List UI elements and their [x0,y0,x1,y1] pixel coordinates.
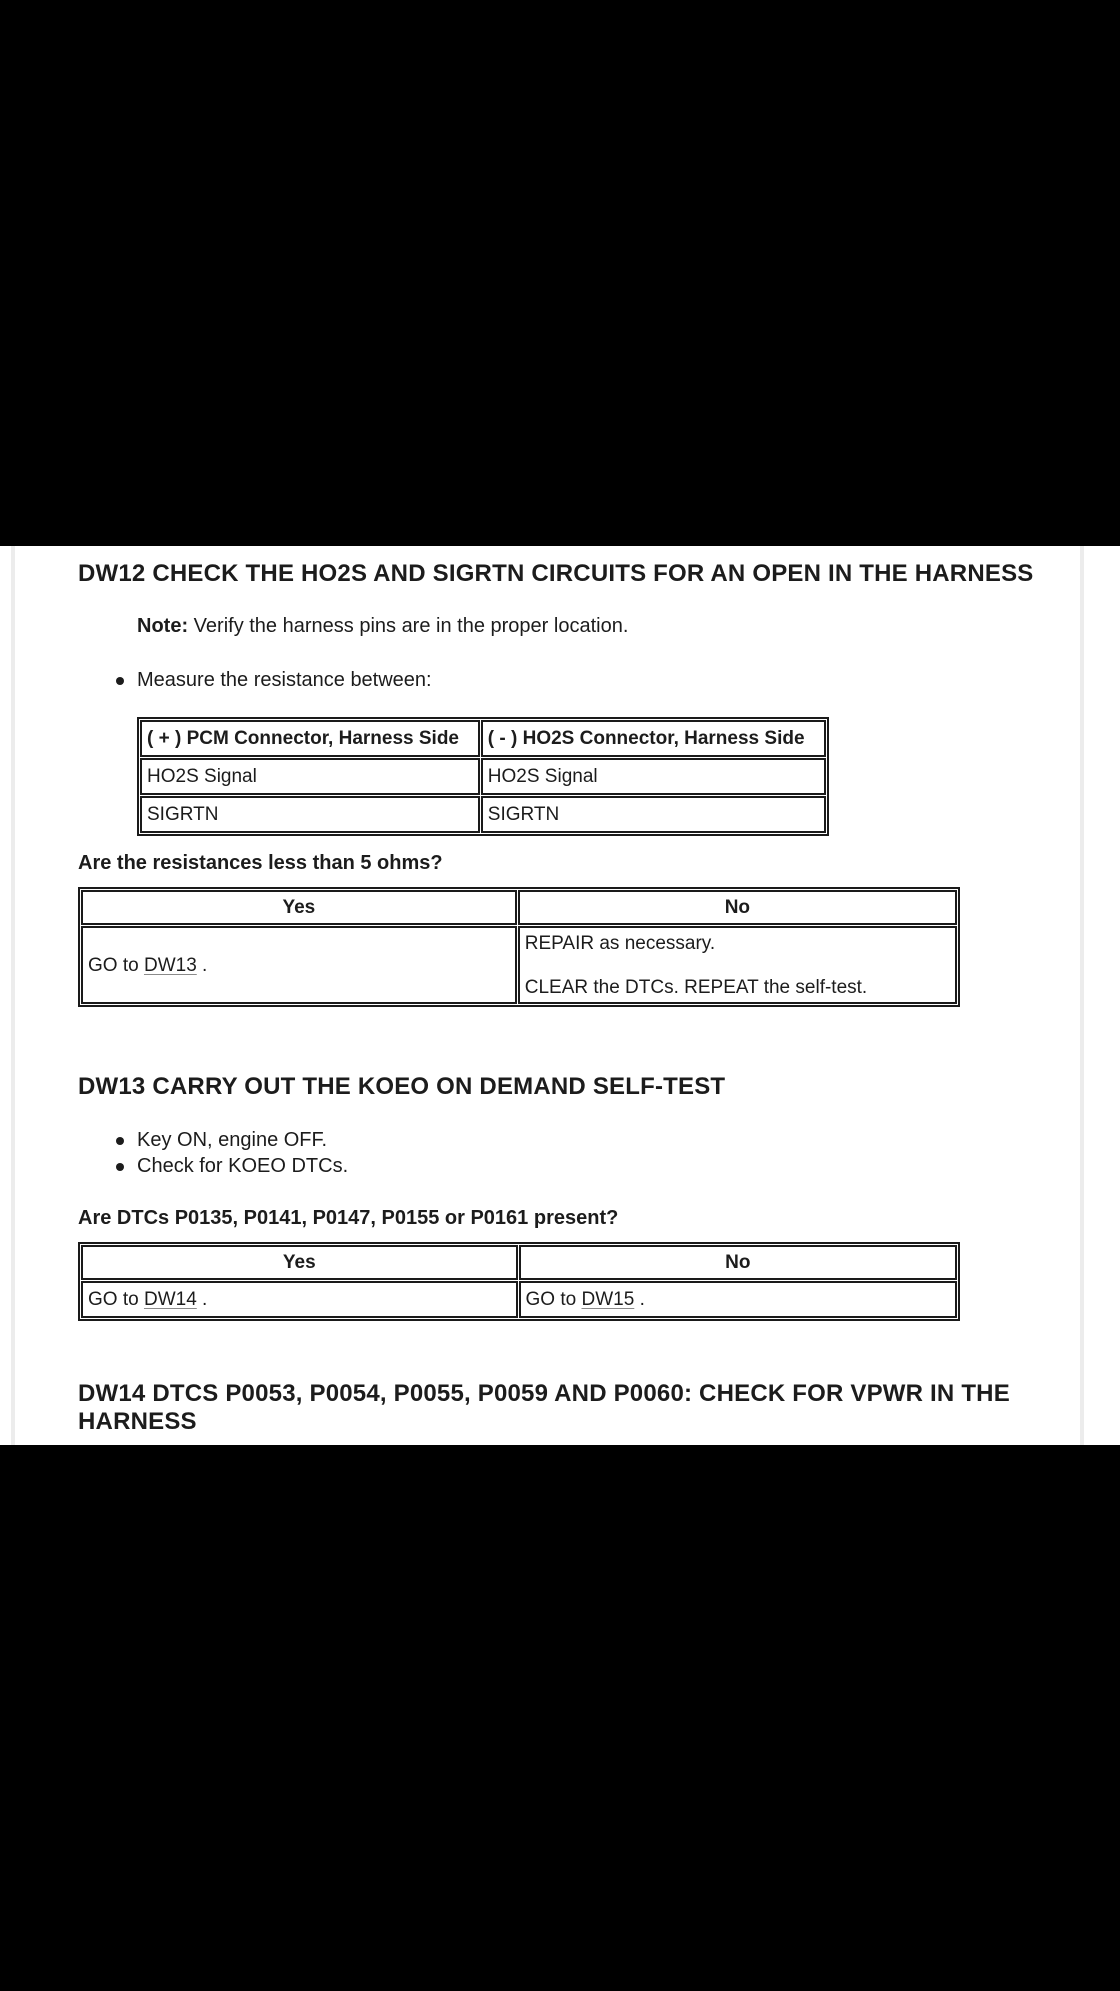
dw14-heading: DW14 DTCS P0053, P0054, P0055, P0059 AND P0060: CHECK FOR VPWR IN THE HARNESS [78,1380,1010,1435]
note-label: Note: [137,615,189,637]
page-edge-left-line [11,546,15,1445]
link-dw14[interactable]: DW14 [143,1289,197,1310]
pin-cell: HO2S Signal [481,758,826,795]
dw12-note [137,614,628,639]
bullet-icon [116,1137,124,1145]
note-text: Verify the harness pins are in the proper location. [193,615,629,637]
dw13-bullet-item [78,1128,978,1153]
pin-cell: SIGRTN [481,796,826,833]
pin-table-header-pcm: ( + ) PCM Connector, Harness Side [140,720,480,757]
decision-body-row [81,1281,957,1318]
period-text: . [639,1289,645,1310]
decision-header-row [81,890,957,925]
go-to-text: GO to [88,954,139,976]
period-text: . [202,954,208,976]
no-cell-line: CLEAR the DTCs. REPEAT the self-test. [524,976,868,998]
dw12-no-cell [518,926,957,1004]
dw13-bullet-list [78,1128,978,1180]
yes-header-cell: Yes [81,1245,518,1280]
bullet-icon [116,1163,124,1171]
no-header-cell: No [518,890,957,925]
dw12-bullet-text: Measure the resistance between: [137,669,432,691]
letterbox-top [0,0,1120,546]
pin-cell: HO2S Signal [140,758,480,795]
no-cell-line: REPAIR as necessary. [524,932,716,954]
decision-header-row [81,1245,957,1280]
dw13-bullet-text: Key ON, engine OFF. [137,1129,328,1151]
dw12-decision-table [78,887,960,1007]
dw13-no-cell [519,1281,957,1318]
dw12-pin-table [137,717,829,836]
document-content [78,546,1034,1445]
yes-header-cell: Yes [81,890,517,925]
pin-table-header-row [140,720,826,757]
pin-table-row [140,758,826,795]
period-text: . [202,1289,208,1310]
dw13-decision-table [78,1242,960,1321]
go-to-text: GO to [525,1289,577,1310]
pin-table-header-ho2s: ( - ) HO2S Connector, Harness Side [481,720,826,757]
dw13-yes-cell [81,1281,518,1318]
dw12-bullet-item [78,668,978,693]
link-dw15[interactable]: DW15 [581,1289,635,1310]
bullet-icon [116,677,124,685]
dw13-question: Are DTCs P0135, P0141, P0147, P0155 or P0161 present? [78,1207,619,1229]
letterbox-bottom [0,1445,1120,1991]
no-header-cell: No [519,1245,957,1280]
dw12-heading: DW12 CHECK THE HO2S AND SIGRTN CIRCUITS FOR AN OPEN IN THE HARNESS [78,560,1034,587]
dw13-bullet-text: Check for KOEO DTCs. [137,1155,349,1177]
link-dw13[interactable]: DW13 [143,954,197,976]
dw13-heading: DW13 CARRY OUT THE KOEO ON DEMAND SELF-TEST [78,1073,726,1100]
go-to-text: GO to [88,1289,139,1310]
decision-body-row [81,926,957,1004]
document-page [0,546,1120,1445]
pin-cell: SIGRTN [140,796,480,833]
dw12-question: Are the resistances less than 5 ohms? [78,852,443,874]
page-edge-right-line [1080,546,1084,1445]
dw13-bullet-item [78,1154,978,1179]
dw12-yes-cell [81,926,517,1004]
pin-table-row [140,796,826,833]
